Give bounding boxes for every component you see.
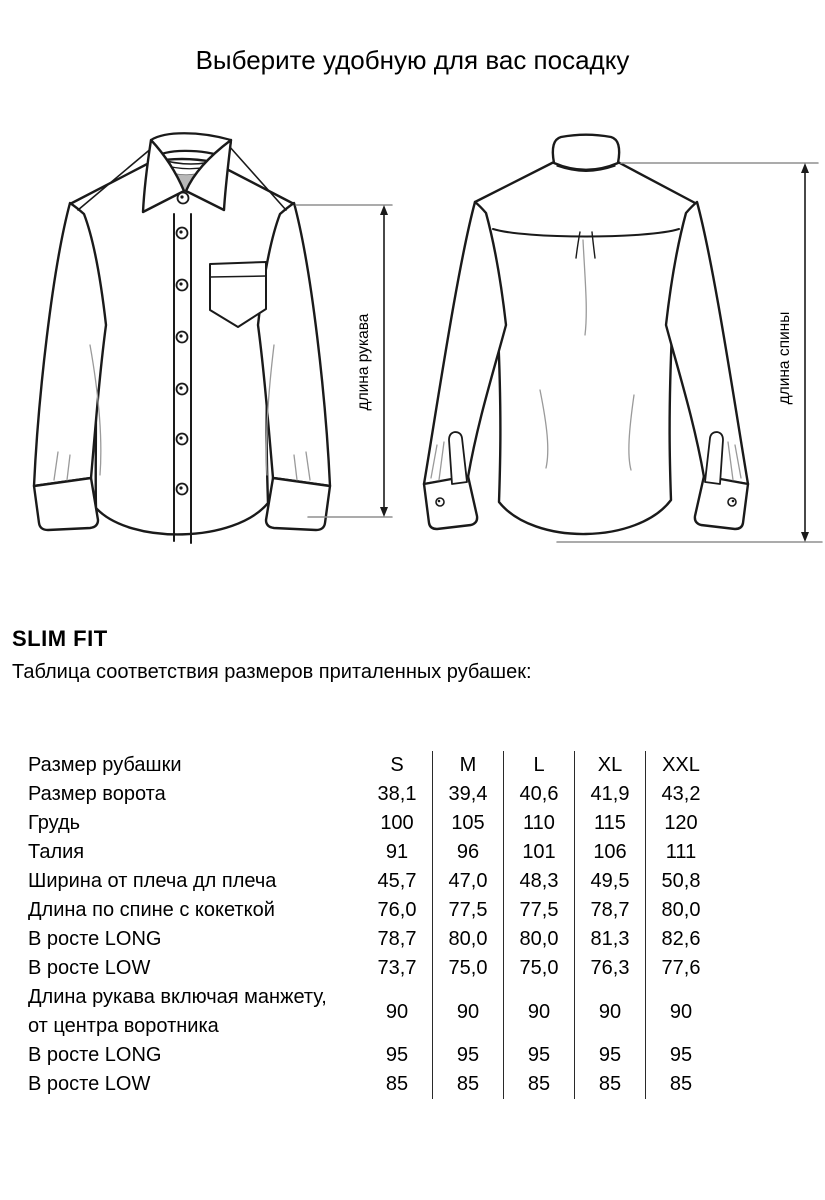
size-cell: 38,1	[377, 783, 417, 805]
size-cell: 81,3	[575, 925, 646, 954]
size-cell: 80,0	[646, 896, 717, 925]
size-cell: 90	[385, 1000, 409, 1023]
arrow-down-icon	[380, 507, 388, 517]
back-right-cuff	[695, 476, 748, 529]
size-cell: 49,5	[575, 867, 646, 896]
size-cell: 90	[646, 983, 717, 1041]
size-cell: 80,0	[504, 925, 575, 954]
size-cell: 85	[646, 1070, 717, 1099]
size-cell: 95	[504, 1041, 575, 1070]
size-cell: 90	[575, 983, 646, 1041]
size-cell: 45,7	[377, 870, 417, 892]
sleeve-length-label: длина рукава	[355, 313, 372, 411]
row-label: Размер ворота	[28, 783, 166, 805]
table-row	[28, 867, 716, 896]
table-caption: Таблица соответствия размеров приталенных рубашек:	[12, 661, 532, 683]
table-row	[28, 925, 716, 954]
table-row	[28, 751, 716, 780]
table-row	[28, 838, 716, 867]
front-right-cuff	[266, 478, 330, 530]
row-label: Талия	[28, 841, 85, 863]
size-cell: 95	[575, 1041, 646, 1070]
table-row	[28, 1070, 716, 1099]
shirt-front-drawing	[34, 133, 330, 543]
size-cell: 82,6	[646, 925, 717, 954]
table-row	[28, 954, 716, 983]
size-cell: 91	[385, 841, 409, 863]
table-row	[28, 983, 716, 1041]
size-cell: 48,3	[504, 867, 575, 896]
size-cell: 106	[575, 838, 646, 867]
row-label: В росте LOW	[28, 957, 151, 979]
size-cell: 90	[504, 983, 575, 1041]
size-cell: 43,2	[646, 780, 717, 809]
size-cell: 111	[646, 838, 717, 867]
arrow-up-icon	[801, 163, 809, 173]
back-length-label: длина спины	[776, 311, 793, 405]
size-cell: 75,0	[504, 954, 575, 983]
size-column-header: S	[390, 754, 404, 776]
size-column-header: L	[504, 751, 575, 780]
size-cell: 115	[575, 809, 646, 838]
size-cell: 95	[646, 1041, 717, 1070]
row-label: Длина по спине с кокеткой	[28, 899, 275, 921]
size-cell: 85	[433, 1070, 504, 1099]
row-label: В росте LOW	[28, 1073, 151, 1095]
size-cell: 77,6	[646, 954, 717, 983]
table-row	[28, 780, 716, 809]
size-cell: 85	[504, 1070, 575, 1099]
size-cell: 96	[433, 838, 504, 867]
size-cell: 77,5	[504, 896, 575, 925]
size-cell: 110	[504, 809, 575, 838]
size-cell: 73,7	[377, 957, 417, 979]
table-row	[28, 809, 716, 838]
row-label: В росте LONG	[28, 1044, 162, 1066]
size-cell: 75,0	[433, 954, 504, 983]
table-row	[28, 1041, 716, 1070]
page-title: Выберите удобную для вас посадку	[195, 45, 630, 75]
size-cell: 90	[433, 983, 504, 1041]
size-cell: 95	[385, 1044, 409, 1066]
back-left-cuff	[424, 476, 477, 529]
size-cell: 80,0	[433, 925, 504, 954]
size-column-header: M	[433, 751, 504, 780]
size-cell: 95	[433, 1041, 504, 1070]
size-column-header: XL	[575, 751, 646, 780]
size-cell: 39,4	[433, 780, 504, 809]
shirt-diagrams-svg	[0, 105, 825, 585]
row-label	[28, 983, 362, 1041]
back-collar	[553, 135, 619, 170]
arrow-up-icon	[380, 205, 388, 215]
row-label-line2: от центра воротника	[28, 1015, 219, 1037]
size-cell: 78,7	[575, 896, 646, 925]
table-row	[28, 896, 716, 925]
size-cell: 76,0	[377, 899, 417, 921]
size-column-header: XXL	[646, 751, 717, 780]
row-label: Размер рубашки	[28, 754, 182, 776]
size-cell: 77,5	[433, 896, 504, 925]
size-cell: 76,3	[575, 954, 646, 983]
size-cell: 85	[575, 1070, 646, 1099]
size-cell: 101	[504, 838, 575, 867]
fit-heading: SLIM FIT	[12, 626, 108, 651]
shirt-back-drawing	[424, 135, 748, 534]
size-cell: 120	[646, 809, 717, 838]
size-cell: 105	[433, 809, 504, 838]
row-label: В росте LONG	[28, 928, 162, 950]
arrow-down-icon	[801, 532, 809, 542]
size-cell: 41,9	[575, 780, 646, 809]
size-cell: 47,0	[433, 867, 504, 896]
size-cell: 100	[380, 812, 414, 834]
size-cell: 78,7	[377, 928, 417, 950]
size-cell: 40,6	[504, 780, 575, 809]
size-cell: 50,8	[646, 867, 717, 896]
row-label: Ширина от плеча дл плеча	[28, 870, 277, 892]
size-table	[28, 751, 716, 1099]
row-label: Грудь	[28, 812, 81, 834]
size-cell: 85	[385, 1073, 409, 1095]
row-label-line1: Длина рукава включая манжету,	[28, 986, 327, 1008]
front-left-cuff	[34, 478, 98, 530]
